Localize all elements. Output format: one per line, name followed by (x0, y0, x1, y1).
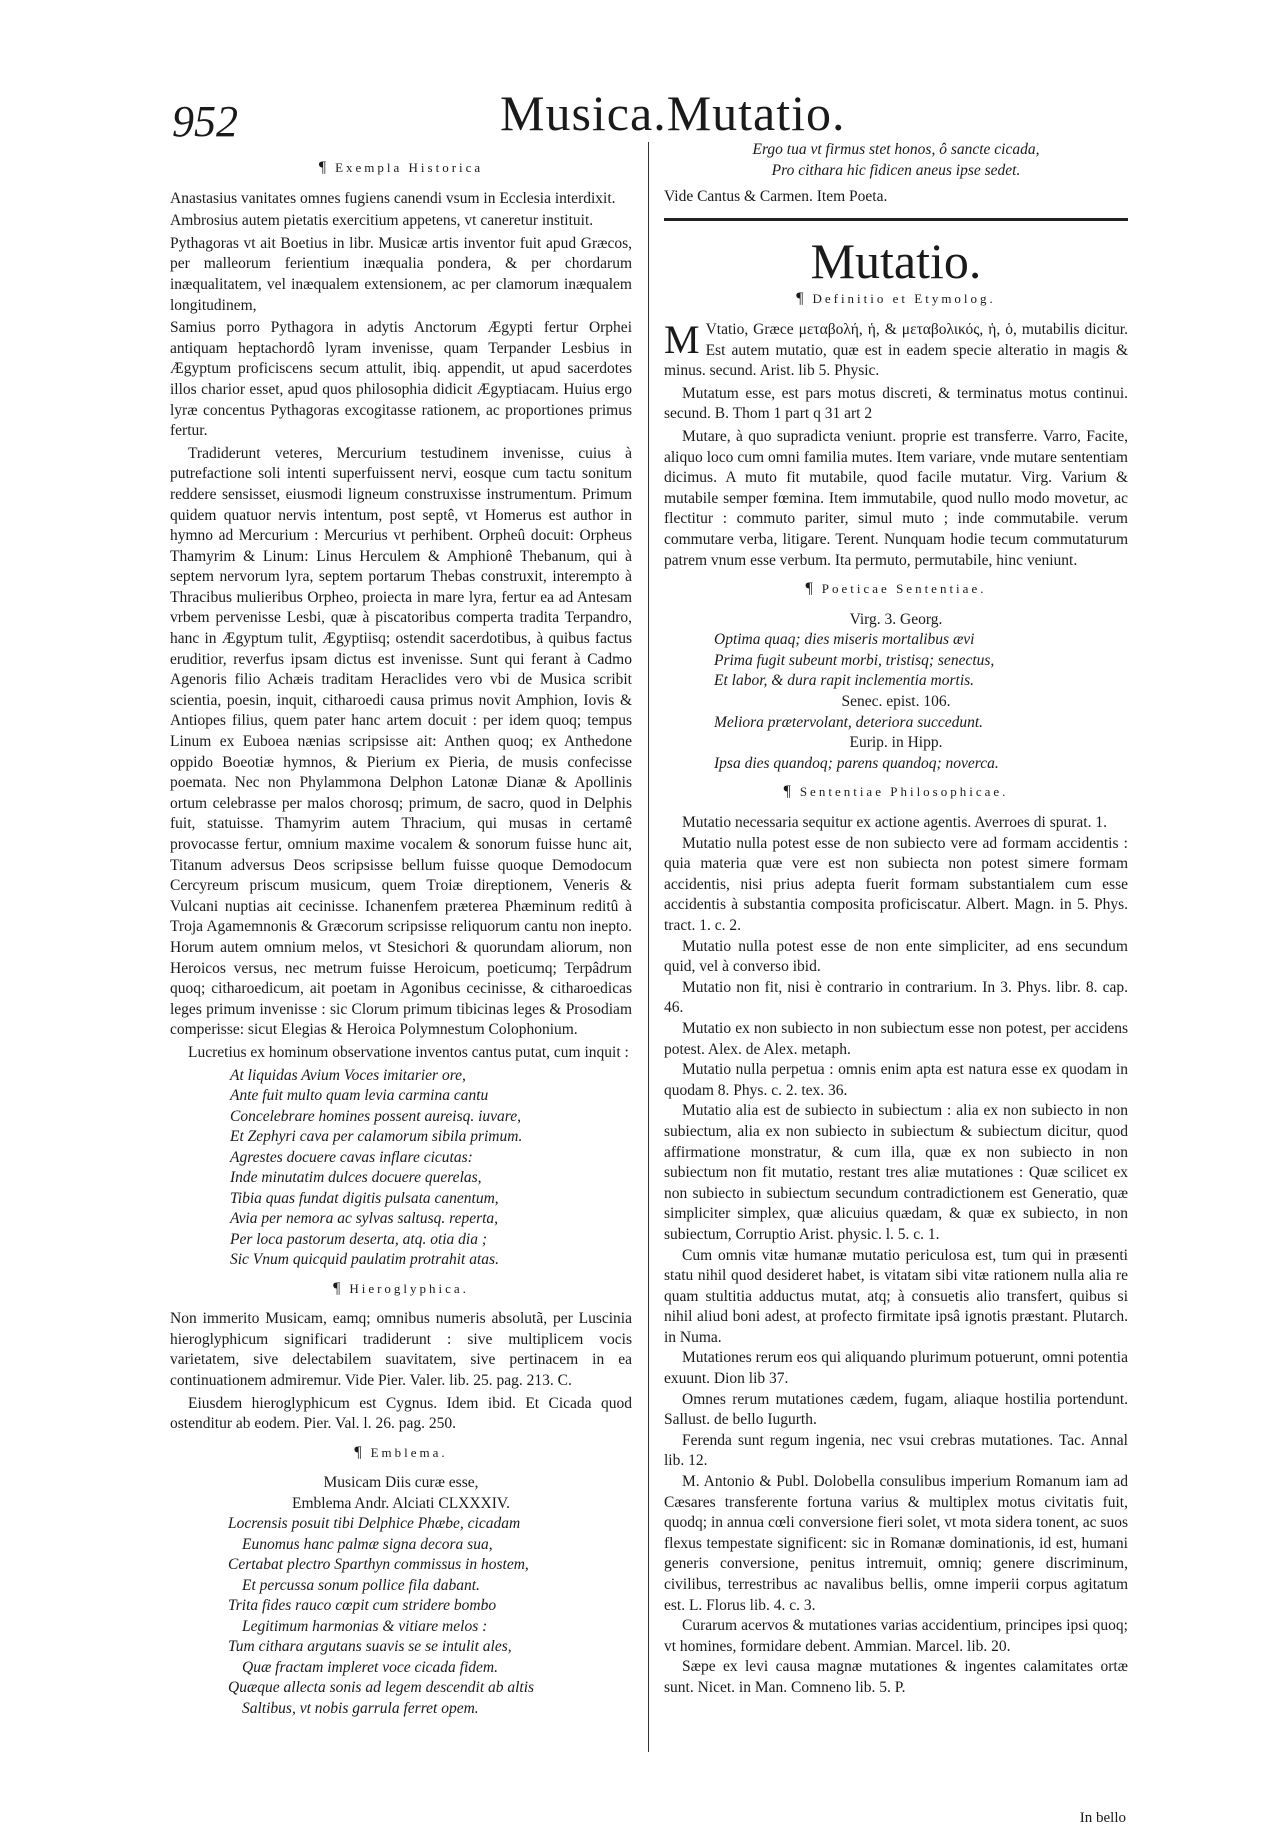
drop-capital: M (664, 316, 700, 362)
left-column (170, 150, 632, 1719)
column-rule (648, 142, 649, 1752)
verse-line: Ipsa dies quandoq; parens quandoq; noverca. (714, 754, 999, 772)
paragraph: Pythagoras vt ait Boetius in libr. Musicæ artis inventor fuit apud Græcos, per malleorum ferientium inæqualia pondera, & per chordarum inæqualitatem, vel inæqualem extensionem, ac per clamorum inæqualem longitudinem, (170, 234, 632, 314)
paragraph: Ferenda sunt regum ingenia, nec vsui crebras mutationes. Tac. Annal lib. 12. (664, 1431, 1128, 1470)
paragraph: Non immerito Musicam, eamq; omnibus numeris absolutã, per Luscinia hieroglyphicum significari tradiderunt : sive multiplicem vocis varietatem, sive delectabilem suavitatem, sive pertinacem in ea continuationem admiremur. Vide Pier. Valer. lib. 25. pag. 213. C. (170, 1310, 632, 1389)
verse-line: Eunomus hanc palmæ signa decora sua, (242, 1535, 493, 1553)
verse-block (170, 1514, 632, 1719)
pilcrow-icon: ¶ (783, 783, 794, 801)
emblema-title: Musicam Diis curæ esse, (323, 1474, 479, 1492)
verse-line: Per loca pastorum deserta, atq. otia dia ; (230, 1230, 488, 1248)
verse-line: Quæque allecta sonis ad legem descendit ab altis (228, 1679, 535, 1697)
paragraph: Samius porro Pythagora in adytis Anctorum Ægypti fertur Orphei antiquam heptachordô lyram invenisse, quam Terpander Lesbius in Ægyptum proficiscens secum attulit, ibiq. appendit, ut apud sacerdotes illos charior esset, apud quos philosophia didicit Ægyptiacam. Huius ergo lyræ concentus Pythagoras excogitasse rationem, ac proportiones primus fertur. (170, 319, 632, 440)
paragraph: Sæpe ex levi causa magnæ mutationes & ingentes calamitates ortæ sunt. Nicet. in Man. Comneno lib. 5. P. (664, 1658, 1128, 1696)
section-heading-hieroglyphica: ¶ Hieroglyphica. (333, 1279, 469, 1297)
verse-line: Avia per nemora ac sylvas saltusq. reperta, (230, 1210, 499, 1228)
paragraph: Mutationes rerum eos qui aliquando plurimum potuerunt, omni potentia exuunt. Dion lib 37. (664, 1349, 1128, 1388)
pilcrow-icon: ¶ (333, 1279, 344, 1297)
paragraph: Mutatio ex non subiecto in non subiectum esse non potest, per accidens potest. Alex. de Alex. metaph. (664, 1019, 1128, 1058)
quote-source: Senec. epist. 106. (841, 693, 951, 711)
verse-line: Pro cithara hic fidicen aneus ipse sedet. (771, 161, 1021, 179)
verse-line: At liquidas Avium Voces imitarier ore, (230, 1066, 466, 1084)
emblema-source: Emblema Andr. Alciati CLXXXIV. (292, 1494, 510, 1512)
verse-line: Et percussa sonum pollice fila dabant. (242, 1576, 480, 1594)
paragraph: Mutatum esse, est pars motus discreti, & terminatus motus continui. secund. B. Thom 1 part q 31 art 2 (664, 384, 1128, 423)
paragraph: Mutatio nulla potest esse de non ente simpliciter, ad ens secundum quid, vel à converso ibid. (664, 937, 1128, 976)
paragraph: Mutatio necessaria sequitur ex actione agentis. Averroes di spurat. 1. (682, 814, 1107, 832)
paragraph: Ambrosius autem pietatis exercitium appetens, vt caneretur instituit. (170, 212, 594, 230)
paragraph: M. Antonio & Publ. Dolobella consulibus imperium Romanum iam ad Cæsares transferente fortuna varius & multiplex motus civitatis fuit, quodq; in annua cœli conversione fieri solet, vt mota sidera tonent, ac suos flexus tempestate significent: sic in Romanæ dominationis, id est, humani generis conversione, penitus intremuit, omniq; genere discriminum, civilibus, terrestribus ac navalibus bellis, omne imperii corpus agitatum est. L. Florus lib. 4. c. 3. (664, 1473, 1128, 1614)
paragraph: Anastasius vanitates omnes fugiens canendi vsum in Ecclesia interdixit. (170, 189, 616, 207)
paragraph: Eiusdem hieroglyphicum est Cygnus. Idem ibid. Et Cicada quod ostenditur ab eodem. Pier. Val. l. 26. pag. 250. (170, 1394, 632, 1433)
verse-line: Tibia quas fundat digitis pulsata canentum, (230, 1189, 499, 1207)
right-column (664, 140, 1128, 1699)
verse-line: Saltibus, vt nobis garrula ferret opem. (242, 1699, 479, 1717)
pilcrow-icon: ¶ (318, 159, 330, 176)
running-head: Musica.Mutatio. (500, 85, 846, 141)
verse-line: Meliora prætervolant, deteriora succedunt. (714, 713, 984, 731)
pilcrow-icon: ¶ (805, 580, 816, 598)
verse-line: Locrensis posuit tibi Delphice Phæbe, cicadam (228, 1515, 521, 1533)
verse-line: Ergo tua vt firmus stet honos, ô sancte cicada, (752, 141, 1040, 158)
paragraph: Mutatio alia est de subiecto in subiectum : alia ex non subiecto in non subiectum, alia ex non subiecto in subiectum & subiectum dicitur, quod affirmatione monstratur, & cum illa, quæ ex non subiecto in non subiectum non fit mutatio, restant tres aliæ mutationes : Quæ scilicet ex non subiecto in subiectum secundum contradictionem est Generatio, quæ simpliciter simplex, quæ alicuius quædam, & quæ ex subiecto, in non subiectum, Corruptio Arist. physic. l. 5. c. 1. (664, 1102, 1128, 1243)
paragraph: M Vtatio, Græce μεταβολή, ἡ, & μεταβολικός, ἡ, ὁ, mutabilis dicitur. Est autem mutatio, quæ est in eadem specie alteratio in magis & minus. secund. Arist. lib 5. Physic. (664, 316, 1128, 380)
verse-line: Certabat plectro Sparthyn commissus in hostem, (228, 1556, 529, 1574)
paragraph: Cum omnis vitæ humanæ mutatio periculosa est, tum qui in præsenti statu nihil quod desideret habet, is vitatam sibi vitæ rationem nulla alia re quam stultitia adductus mutat, atq; à consuetis alio transfert, quibus si nihil aliud boni adest, at profecto firmitate ipsâ ignotis præstant. Plutarch. in Numa. (664, 1246, 1128, 1346)
verse-line: Et labor, & dura rapit inclementia mortis. (714, 672, 975, 690)
pilcrow-icon: ¶ (354, 1443, 365, 1461)
page-number: 952 (172, 97, 238, 146)
verse-line: Concelebrare homines possent aureisq. iuvare, (230, 1107, 522, 1125)
verse-line: Quæ fractam impleret voce cicada fidem. (242, 1658, 498, 1676)
entry-title: Mutatio. (810, 232, 982, 289)
divider (664, 218, 1128, 221)
verse-line: Agrestes docuere cavas inflare cicutas: (230, 1148, 473, 1166)
quote-source: Virg. 3. Georg. (849, 610, 943, 628)
verse-line: Tum cithara argutans suavis se se intulit ales, (228, 1638, 512, 1656)
verse-line: Sic Vnum quicquid paulatim protrahit atas. (230, 1251, 499, 1269)
paragraph: Mutare, à quo supradicta veniunt. proprie est transferre. Varro, Facite, aliquo loco cum omni familia mutes. Item variare, vnde mutare sententiam dicimus. A muto fit mutabile, quod facile mutatur. Virg. Varium & mutabile semper fœmina. Item immutabile, quod nullo modo movetur, ac flectitur : commuto pariter, simul muto ; inde commutabile. verum commutare verba, litigare. Terent. Nunquam hodie tecum commutaturum patrem vnum esse verbum. Ita permuto, permutabile, hinc veniunt. (664, 427, 1128, 569)
pilcrow-icon: ¶ (796, 290, 807, 308)
verse-line: Ante fuit multo quam levia carmina cantu (230, 1087, 489, 1105)
paragraph: Omnes rerum mutationes cædem, fugam, aliaque hostilia portendunt. Sallust. de bello Iugurth. (664, 1390, 1128, 1429)
section-heading-emblema: ¶ Emblema. (354, 1443, 448, 1461)
section-heading-exempla: ¶ Exempla Historica (318, 159, 484, 176)
section-heading-definitio: ¶ Definitio et Etymolog. (796, 290, 996, 308)
paragraph: Mutatio non fit, nisi è contrario in contrarium. In 3. Phys. libr. 8. cap. 46. (664, 978, 1128, 1017)
paragraph: Tradiderunt veteres, Mercurium testudinem invenisse, cuius à putrefactione soli intenti superfuissent nervi, eosque cum tactu sonitum reddere sensisset, eiusmodi ligneum construxisse instrumentum. Primum quidem quatuor nervis intentum, post septê, vt Homerus est author in hymno ad Mercurium : Mercurius vt perhibent. Orpheû docuit: Orpheus Thamyrim & Linum: Linus Herculem & Amphionê Thebanum, qui à septem nervorum lyra, septem portarum Thebas construxit, interempto à Thracibus mulieribus Orpheo, proiecta in mare lyra, fertur ea ad Antesam vrbem pervenisse Lesbi, quæ à piscatoribus comperta tradita Terpandro, hanc in Ægyptum tulit, Ægyptiisq; ostendit sacerdotibus, à quibus factus eruditior, reverfus ipsam dictus est invenisse. Sunt qui ferant à Cadmo Agenoris filio Achæis traditam Heraclides vero vbi de Musica scribit scientia, poesin, inquit, citharoedi causa primus novit Amphion, Iovis & Antiopes filius, quem pater hanc artem docuit : per idem quoq; tempus Linum ex Euboea nænias scripsisse ait: Anthen quoq; ex Anthedone oppido Boeotiæ hymnos, & Pierium ex Pieria, de musis confecisse poemata. Nec non Phylammona Delphon Latonæ Dianæ & Apollinis ortum celebrasse per malos chorosq; primum, de sacro, quod in Delphis fuit, statuisse. Thamyrim autem Thracium, qui musas in certamê provocasse fertur, omnium maxime vocalem & sonorum fuisse hunc ait, Titanum adversus Deos scripsisse bellum fuisse quoque Demodocum Cercyreum priscum musicum, quem Troiæ direptionem, Veneris & Vulcani nuptias ait cecinisse. Ichanenfem præterea Phæminum reditû à Troja Agamemnonis & Græcorum scripsisse reliquorum cantu non inepto. Horum autem omnium melos, vt Stesichori & quorundam aliorum, non Heroicos versus, nec metrum fuisse Heroicum, poeticumq; Terpâdrum quoq; citharoedicum, ait poetam in Agonibus cecinisse, & citharoedicas leges primum invenisse : sic Clorum primum tibicinas leges & Prosodiam comperisse: sicut Elegias & Heroica Polymnestum Colophonium. (170, 444, 632, 1039)
section-heading-poeticae: ¶ Poeticae Sententiae. (805, 580, 987, 598)
verse-line: Inde minutatim dulces docuere querelas, (230, 1169, 482, 1187)
verse-block (170, 1066, 632, 1271)
paragraph: Mutatio nulla potest esse de non subiecto vere ad formam accidentis : quia materia quæ vere est non subiecta non potest simere formam accidentis, nisi prius adepta fuerit formam substantialem cum esse accidentis à substantia composita proficiscatur. Albert. Magn. in 5. Phys. tract. 1. c. 2. (664, 834, 1128, 934)
paragraph: Curarum acervos & mutationes varias accidentium, principes ipsi quoq; vt homines, formidare debent. Ammian. Marcel. lib. 20. (664, 1617, 1128, 1655)
verse-line: Et Zephyri cava per calamorum sibila primum. (230, 1128, 523, 1146)
verse-line: Trita fides rauco cœpit cum stridere bombo (228, 1597, 497, 1615)
paragraph: Mutatio nulla perpetua : omnis enim apta est natura esse ex quodam in quodam 8. Phys. c. 2. tex. 36. (664, 1061, 1128, 1099)
quote-source: Eurip. in Hipp. (849, 734, 943, 752)
verse-line: Legitimum harmonias & vitiare melos : (242, 1617, 488, 1635)
section-heading-philosophicae: ¶ Sententiae Philosophicae. (783, 783, 1009, 801)
cross-reference: Vide Cantus & Carmen. Item Poeta. (664, 188, 888, 206)
verse-line: Optima quaq; dies miseris mortalibus ævi (714, 631, 975, 649)
paragraph: Lucretius ex hominum observatione inventos cantus putat, cum inquit : (188, 1043, 629, 1061)
verse-line: Prima fugit subeunt morbi, tristisq; senectus, (714, 651, 995, 669)
catchword: In bello (1079, 1810, 1126, 1826)
